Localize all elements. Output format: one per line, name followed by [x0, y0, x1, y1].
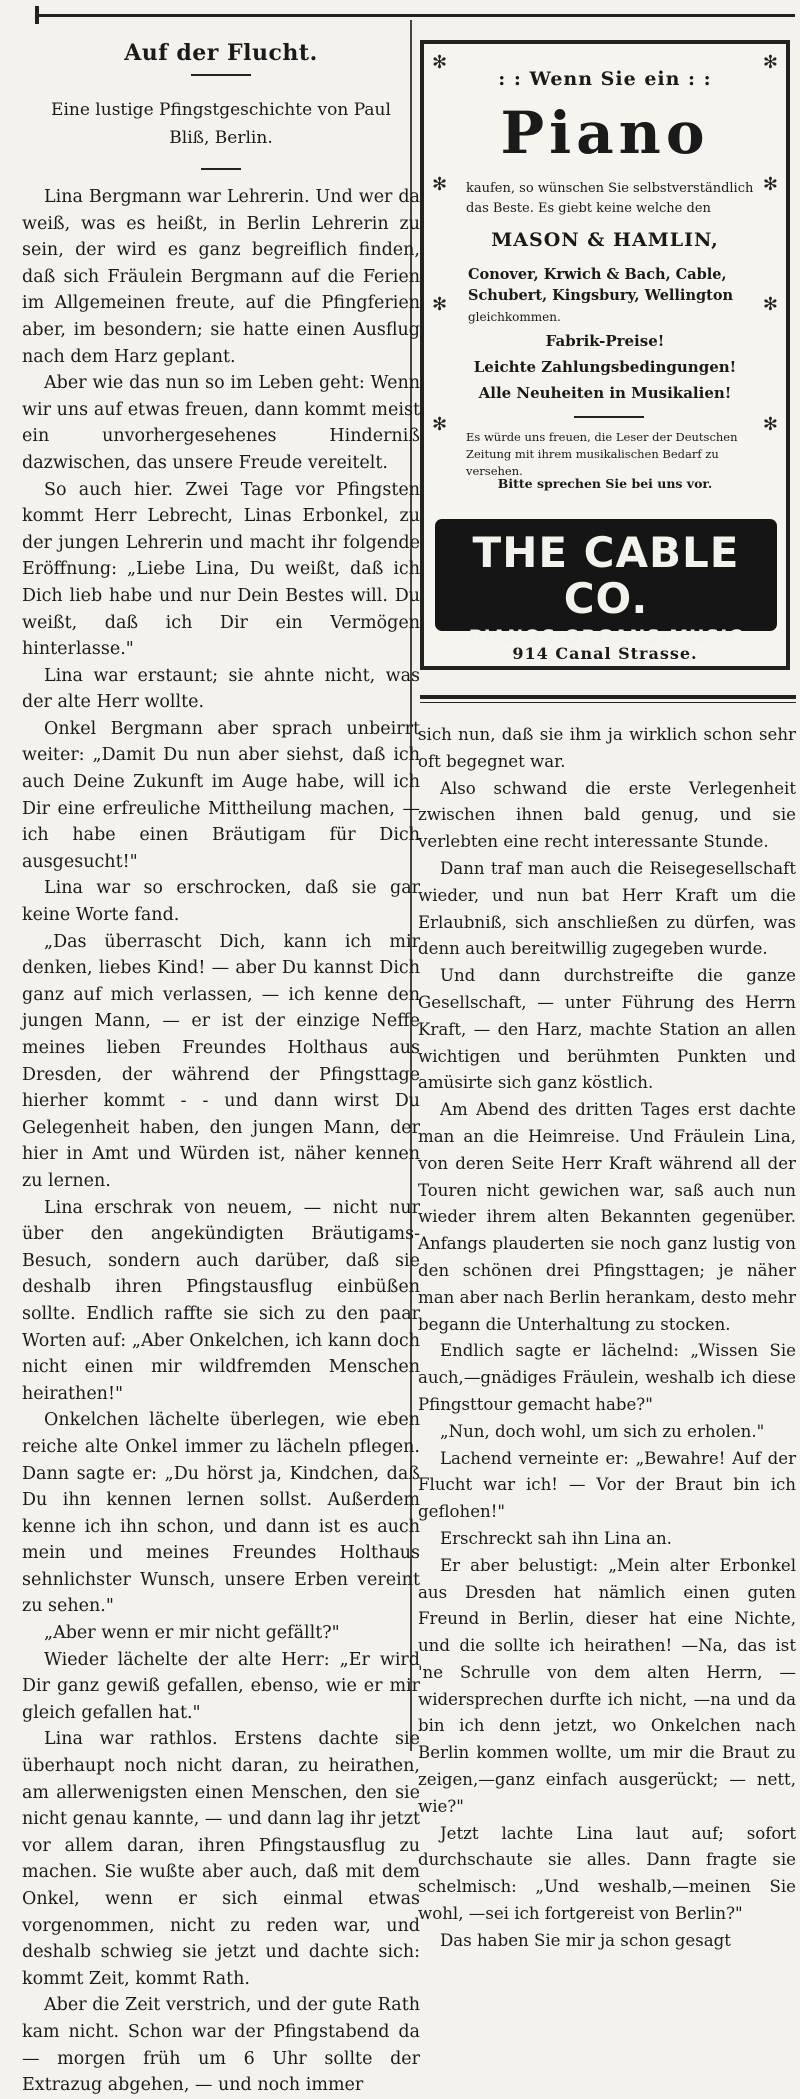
ad-makers — [468, 264, 762, 328]
article-subtitle: Eine lustige Pfingstgeschichte von Paul Bliß, Berlin. — [51, 100, 391, 148]
subtitle-rule — [201, 168, 241, 170]
company-tagline: PIANOS·ORGANS·MUSIC — [468, 626, 744, 648]
paragraph: Lina Bergmann war Lehrerin. Und wer da weiß, was es heißt, in Berlin Lehrerin zu sein, der wird es ganz begreiflich finden, daß sich Fräulein Bergmann auf die Ferien im Allgemeinen freute, auf die Pfingferien aber, im besondern; sie hatte einen Ausflug nach dem Harz geplant. — [22, 187, 420, 367]
ad-address: 914 Canal Strasse. — [512, 644, 698, 663]
paragraph: Aber die Zeit verstrich, und der gute Rath kam nicht. Schon war der Pfingstabend da — morgen früh um 6 Uhr sollte der Extrazug abgehen, — und noch immer — [22, 1995, 420, 2096]
ornament-icon: ✻ — [432, 414, 448, 435]
paragraph: Jetzt lachte Lina laut auf; sofort durchschaute sie alles. Dann fragte sie schelmisch: „Und weshalb,—meinen Sie wohl, —sei ich fortgereist von Berlin?" — [418, 1823, 796, 1924]
ad-visit: Bitte sprechen Sie bei uns vor. — [497, 476, 713, 491]
ad-divider — [574, 416, 644, 418]
ornament-icon: ✻ — [432, 294, 448, 315]
paragraph: „Nun, doch wohl, um sich zu erholen." — [440, 1421, 765, 1441]
paragraph: Also schwand die erste Verlegenheit zwischen ihnen bald genug, und sie verlebten eine recht interessante Stunde. — [418, 778, 796, 852]
ad-terms: Leichte Zahlungsbedingungen! — [473, 358, 737, 376]
ad-brand: MASON & HAMLIN, — [491, 229, 719, 251]
ornament-icon: ✻ — [762, 294, 778, 315]
title-rule — [191, 74, 251, 76]
ornament-icon: ✻ — [762, 174, 778, 195]
paragraph: So auch hier. Zwei Tage vor Pfingsten kommt Herr Lebrecht, Linas Erbonkel, zu der jungen Lehrerin und macht ihr folgende Eröffnung: „Liebe Lina, Du weißt, daß ich Dich lieb habe und nur Dein Bestes will. Du weißt, daß ich Dir ein Vermögen hinterlasse." — [22, 479, 420, 660]
paragraph: Dann traf man auch die Reisegesellschaft wieder, und nun bat Herr Kraft um die Erlaubniß, sich anschließen zu dürfen, was denn auch bereitwillig zugegeben wurde. — [418, 858, 796, 959]
ad-bottom-rule-thin — [420, 702, 796, 703]
paragraph: Erschreckt sah ihn Lina an. — [440, 1528, 672, 1548]
ad-makers-list: Conover, Krwich & Bach, Cable, Schubert, Kingsbury, Wellington — [468, 266, 734, 304]
ornament-icon: ✻ — [762, 52, 778, 73]
paragraph: Und dann durchstreifte die ganze Gesellschaft, — unter Führung des Herrn Kraft, — den Harz, machte Station an allen wichtigen und berühmten Punkten und amüsirte sich ganz köstlich. — [418, 966, 796, 1093]
top-rule — [35, 14, 795, 17]
paragraph: Onkelchen lächelte überlegen, wie eben reiche alte Onkel immer zu lächeln pflegen. Dann sagte er: „Du hörst ja, Kindchen, daß Du ihn kennen lernen sollst. Außerdem kenne ich ihn schon, und dann ist es auch mein und meines Freundes Holthaus sehnlichster Wunsch, unsere Erben vereint zu sehen." — [22, 1410, 420, 1617]
ad-makers-suffix: gleichkommen. — [468, 310, 561, 324]
paragraph: Das haben Sie mir ja schon gesagt — [440, 1930, 731, 1950]
paragraph: Lina war so erschrocken, daß sie gar keine Worte fand. — [22, 878, 420, 926]
ornament-icon: ✻ — [432, 52, 448, 73]
paragraph: Lina erschrak von neuem, — nicht nur über den angekündigten Bräutigams-Besuch, sondern auch darüber, daß sie deshalb ihren Pfingstausflug einbüßen sollte. Endlich raffte sie sich zu den paar Worten auf: „Aber Onkelchen, ich kann doch nicht einen mir wildfremden Menschen heirathen!" — [22, 1197, 420, 1404]
ad-intro-text: kaufen, so wünschen Sie selbstverständlich das Beste. Es giebt keine welche den — [466, 181, 754, 216]
piano-advertisement — [420, 40, 790, 670]
paragraph: Endlich sagte er lächelnd: „Wissen Sie auch,—gnädiges Fräulein, weshalb ich diese Pfingsttour gemacht habe?" — [418, 1341, 796, 1414]
ad-product: Piano — [500, 99, 710, 167]
ad-headline: : : Wenn Sie ein : : — [498, 68, 712, 90]
paragraph: „Das überrascht Dich, kann ich mir denken, liebes Kind! — aber Du kannst Dich ganz auf mich verlassen, — ich kenne den jungen Mann, — er ist der einzige Neffe meines lieben Freundes Holthaus aus Dresden, der während der Pfingsttage hierher kommt - - und dann wirst Du Gelegenheit haben, den jungen Mann, der hier in Amt und Würden ist, näher kennen zu lernen. — [22, 931, 420, 1191]
paragraph: sich nun, daß sie ihm ja wirklich schon sehr oft begegnet war. — [418, 725, 796, 771]
article-column-left — [22, 30, 420, 2096]
ornament-icon: ✻ — [432, 174, 448, 195]
article-column-right — [418, 722, 796, 1950]
ad-bottom-rule — [420, 695, 796, 699]
ad-prices: Fabrik-Preise! — [545, 332, 665, 350]
paragraph: Er aber belustigt: „Mein alter Erbonkel aus Dresden hat nämlich einen guten Freund in Berlin, dieser hat eine Nichte, und die sollte ich heirathen! —Na, das ist 'ne Schrulle von dem alten Herrn, — widersprechen durfte ich nicht, —na und da bin ich denn jetzt, wo Onkelchen nach Berlin kommen wollte, um mir die Braut zu zeigen,—ganz einfach ausgerückt; — nett, wie?" — [418, 1555, 796, 1816]
paragraph: Am Abend des dritten Tages erst dachte man an die Heimreise. Und Fräulein Lina, von deren Seite Herr Kraft während all der Touren nicht gewichen war, saß auch nun wieder ihrem alten Bekannten gegenüber. Anfangs plauderten sie noch ganz lustig von den schönen drei Pfingsttagen; je näher man aber nach Berlin herankam, desto mehr begann die Unterhaltung zu stocken. — [418, 1100, 796, 1334]
article-title: Auf der Flucht. — [124, 40, 318, 66]
paragraph: Lachend verneinte er: „Bewahre! Auf der Flucht war ich! — Vor der Braut bin ich geflohen!" — [418, 1448, 796, 1522]
paragraph: Onkel Bergmann aber sprach unbeirrt weiter: „Damit Du nun aber siehst, daß ich auch Deine Zukunft im Auge habe, will ich Dir eine erfreuliche Mittheilung machen, —ich habe einen Bräutigam für Dich ausgesucht!" — [22, 718, 420, 872]
ornament-icon: ✻ — [762, 414, 778, 435]
paragraph: Wieder lächelte der alte Herr: „Er wird Dir ganz gewiß gefallen, ebenso, wie er mir gleich gefallen hat." — [22, 1649, 420, 1723]
company-name: THE CABLE CO. — [472, 528, 740, 623]
cable-company-logo — [438, 522, 774, 648]
paragraph: Lina war erstaunt; sie ahnte nicht, was der alte Herr wollte. — [22, 665, 420, 713]
ad-news: Alle Neuheiten in Musikalien! — [478, 384, 732, 402]
paragraph: „Aber wenn er mir nicht gefällt?" — [44, 1623, 340, 1644]
paragraph: Aber wie das nun so im Leben geht: Wenn wir uns auf etwas freuen, dann kommt meist ein unvorhergesehenes Hinderniß dazwischen, das unsere Freude vereitelt. — [22, 373, 420, 473]
ad-note: Es würde uns freuen, die Leser der Deutschen Zeitung mit ihrem musikalischen Bedarf zu versehen. — [466, 430, 738, 478]
paragraph: Lina war rathlos. Erstens dachte sie überhaupt noch nicht daran, zu heirathen, am allerwenigsten einen Menschen, den sie nicht genau kannte, — und dann lag ihr jetzt vor allem daran, ihren Pfingstausflug zu machen. Sie wußte aber auch, daß mit dem Onkel, wenn er sich einmal etwas vorgenommen, nicht zu reden war, und deshalb schwieg sie jetzt und dachte sich: kommt Zeit, kommt Rath. — [22, 1729, 420, 1989]
